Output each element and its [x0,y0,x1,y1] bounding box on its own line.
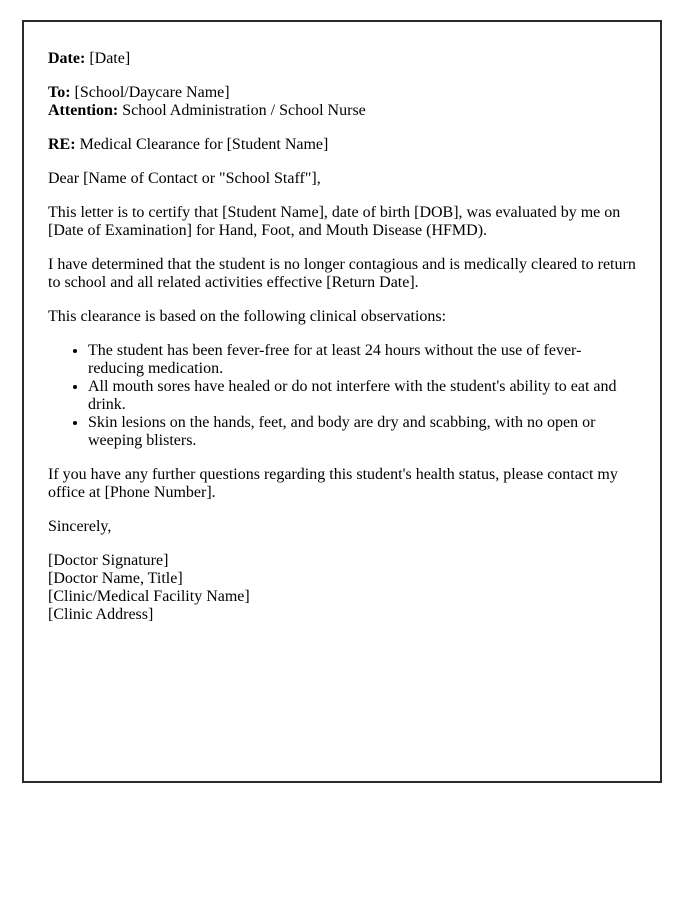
re-line [48,136,636,154]
closing: Sincerely, [48,518,112,535]
observation-item: • All mouth sores have healed or do not interfere with the student's ability to eat and drink. [88,378,636,414]
date-label: Date: [48,50,86,67]
to-value: [School/Daycare Name] [74,84,230,101]
re-value: Medical Clearance for [Student Name] [79,136,329,153]
observation-item: • Skin lesions on the hands, feet, and body are dry and scabbing, with no open or weeping blisters. [88,414,636,450]
paragraph-determination: I have determined that the student is no longer contagious and is medically cleared to return to school and all related activities effective [Return Date]. [48,256,636,291]
to-line [48,84,636,102]
signature-line: [Clinic/Medical Facility Name] [48,588,250,605]
paragraph-clearance-intro: This clearance is based on the following clinical observations: [48,308,447,325]
recipient-block [48,84,636,120]
signature-line: [Clinic Address] [48,606,154,623]
signature-block [48,552,636,624]
attention-label: Attention: [48,102,119,119]
signature-line: [Doctor Name, Title] [48,570,183,587]
attention-line [48,102,636,120]
attention-value: School Administration / School Nurse [122,102,366,119]
salutation: Dear [Name of Contact or "School Staff"], [48,170,321,187]
paragraph-certify: This letter is to certify that [Student Name], date of birth [DOB], was evaluated by me on [Date of Examination] for Hand, Foot, and Mouth Disease (HFMD). [48,204,621,239]
clinical-observations-list [48,342,636,450]
observation-item: • The student has been fever-free for at least 24 hours without the use of fever-reducing medication. [88,342,636,378]
medical-clearance-letter [22,20,662,783]
signature-line: [Doctor Signature] [48,552,169,569]
paragraph-contact: If you have any further questions regarding this student's health status, please contact my office at [Phone Number]. [48,466,618,501]
to-label: To: [48,84,71,101]
date-line [48,50,636,68]
re-label: RE: [48,136,76,153]
date-value: [Date] [89,50,131,67]
